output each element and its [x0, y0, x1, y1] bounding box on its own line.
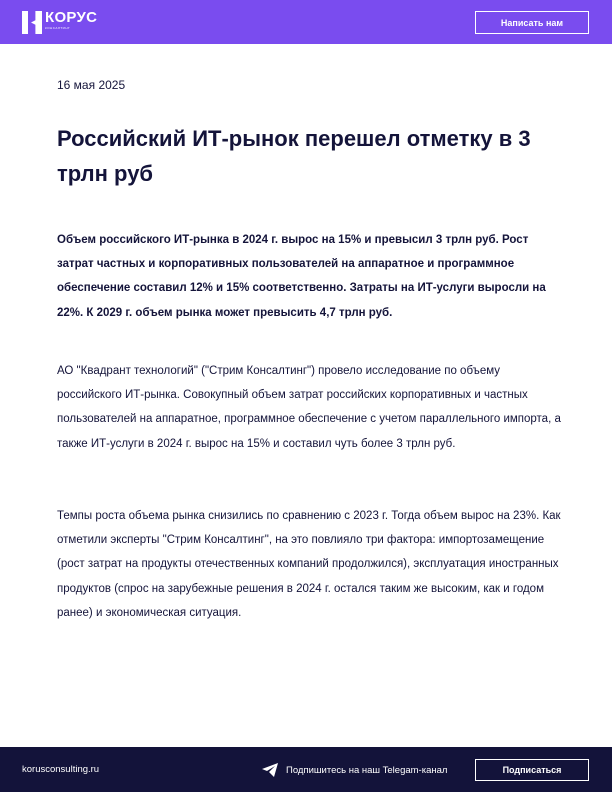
write-us-button[interactable]: Написать нам — [475, 11, 589, 34]
article-lead: Объем российского ИТ-рынка в 2024 г. вырос на 15% и превысил 3 трлн руб. Рост затрат частных и корпоративных пользователей на аппаратное и программное обеспечение составил 12% и 15% соответственно. Затраты на ИТ-услуги выросли на 22%. К 2029 г. объем рынка может превысить 4,7 трлн руб. — [57, 234, 546, 319]
header — [0, 0, 612, 44]
logo-text: КОРУС КОНСАЛТИНГ — [45, 9, 98, 30]
logo[interactable] — [22, 11, 97, 34]
telegram-icon — [262, 763, 278, 777]
telegram-link[interactable] — [262, 763, 447, 777]
article-paragraph: АО "Квадрант технологий" ("Стрим Консалтинг") провело исследование по объему российского ИТ-рынка. Совокупный объем затрат российских корпоративных и частных пользователей на аппаратное, программное обеспечение с учетом параллельного импорта, а также ИТ-услуги в 2024 г. вырос на 15% и составил чуть более 3 трлн руб. — [57, 365, 561, 450]
article-paragraph: Темпы роста объема рынка снизились по сравнению с 2023 г. Тогда объем вырос на 23%. Как отметили эксперты "Стрим Консалтинг", на это повлияло три фактора: импортозамещение (рост затрат на продукты отечественных компаний продолжился), эксплуатация иностранных продуктов (спрос на зарубежные решения в 2024 г. остался таким же высоким, как и годом ранее) и экономическая ситуация. — [57, 510, 561, 619]
article-title: Российский ИТ-рынок перешел отметку в 3 трлн руб — [57, 126, 531, 186]
telegram-text: Подпишитесь на наш Telegam-канал — [286, 764, 448, 776]
subscribe-button[interactable]: Подписаться — [475, 759, 589, 781]
site-link[interactable]: korusconsulting.ru — [22, 764, 100, 775]
article-date: 16 мая 2025 — [57, 78, 126, 92]
footer — [0, 747, 612, 792]
logo-mark-icon — [22, 11, 42, 34]
